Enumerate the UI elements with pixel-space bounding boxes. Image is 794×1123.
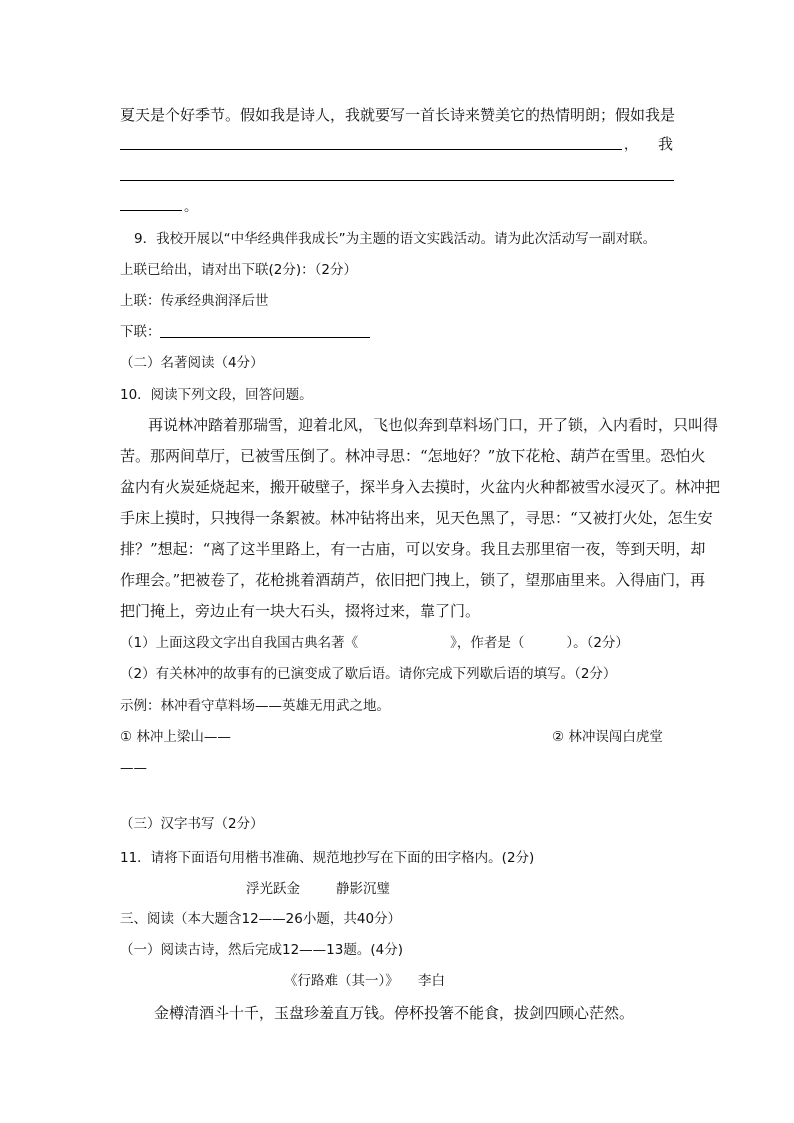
part-title: 三、阅读（本大题含12——26小题，共40分） (120, 911, 402, 927)
passage-line: 苦。那两间草厅，已被雪压倒了。林冲寻思：“怎地好？”放下花枪、葫芦在雪里。恐怕火 (120, 447, 706, 465)
comma-mark: ， (624, 137, 638, 153)
passage-line: 手床上摸时，只拽得一条絮被。林冲钻将出来，见天色黑了，寻思：“又被打火处，怎生安 (120, 509, 713, 527)
section-title: （三）汉字书写（2分） (120, 816, 264, 832)
example-line: 示例：林冲看守草料场——英雄无用武之地。 (120, 698, 390, 714)
q10-2: （2）有关林冲的故事有的已演变成了歇后语。请你完成下列歇后语的填写。（2分） (120, 666, 617, 682)
q10-1-part-c: ）。（2分） (566, 635, 629, 651)
passage-line: 排？”想起：“离了这半里路上，有一古庙，可以安身。我且去那里宿一夜，等到天明，却 (120, 540, 706, 558)
passage-line: 再说林冲踏着那瑞雪，迎着北风，飞也似奔到草料场门口，开了锁，入内看时，只叫得 (148, 416, 719, 434)
q10-1-part-b: 》，作者是（ (450, 635, 525, 651)
q10-1 (120, 634, 629, 652)
answer-blank-short[interactable] (120, 210, 182, 211)
section-title: （二）名著阅读（4分） (120, 355, 264, 371)
upper-couplet: 上联：传承经典润泽后世 (120, 293, 269, 309)
lower-couplet-blank[interactable] (160, 337, 370, 338)
q10-1-part-a: （1）上面这段文字出自我国古典名著《 (120, 635, 359, 651)
phrase-1: 浮光跃金 (246, 881, 300, 897)
wo-word: 我 (658, 135, 674, 153)
period-mark: 。 (184, 199, 198, 215)
intro-line: 夏天是个好季节。假如我是诗人，我就要写一首长诗来赞美它的热情明朗；假如我是 (120, 106, 676, 124)
passage-line: 作理会。”把被卷了，花枪挑着酒葫芦，依旧把门拽上，锁了，望那庙里来。入得庙门，再 (120, 571, 706, 589)
xiehouyu-item-2-dash: —— (120, 760, 147, 776)
q11-text: 11．请将下面语句用楷书准确、规范地抄写在下面的田字格内。(2分) (120, 850, 535, 866)
q9-line2: 上联已给出，请对出下联(2分)：（2分） (120, 262, 357, 278)
sub-section-title: （一）阅读古诗，然后完成12——13题。(4分) (120, 942, 403, 958)
q10-title: 10．阅读下列文段，回答问题。 (120, 387, 313, 403)
q9-text: 9．我校开展以“中华经典伴我成长”为主题的语文实践活动。请为此次活动写一副对联。 (134, 231, 657, 247)
phrase-2: 静影沉璧 (336, 881, 390, 897)
poem-author: 李白 (418, 973, 445, 989)
xiehouyu-item-2: ② 林冲误闯白虎堂 (552, 729, 663, 745)
poem-line: 金樽清酒斗十千，玉盘珍羞直万钱。停杯投箸不能食，拔剑四顾心茫然。 (154, 1004, 635, 1022)
lower-couplet-label: 下联： (120, 324, 161, 340)
xiehouyu-item-1: ① 林冲上梁山—— (120, 729, 231, 745)
answer-blank-line[interactable] (120, 149, 622, 150)
answer-blank-line[interactable] (120, 180, 674, 181)
poem-title: 《行路难（其一）》 (284, 973, 399, 989)
passage-line: 把门掩上，旁边止有一块大石头，掇将过来，靠了门。 (120, 602, 481, 620)
passage-line: 盆内有火炭延烧起来，搬开破壁子，探半身入去摸时，火盆内火种都被雪水浸灭了。林冲把 (120, 478, 721, 496)
